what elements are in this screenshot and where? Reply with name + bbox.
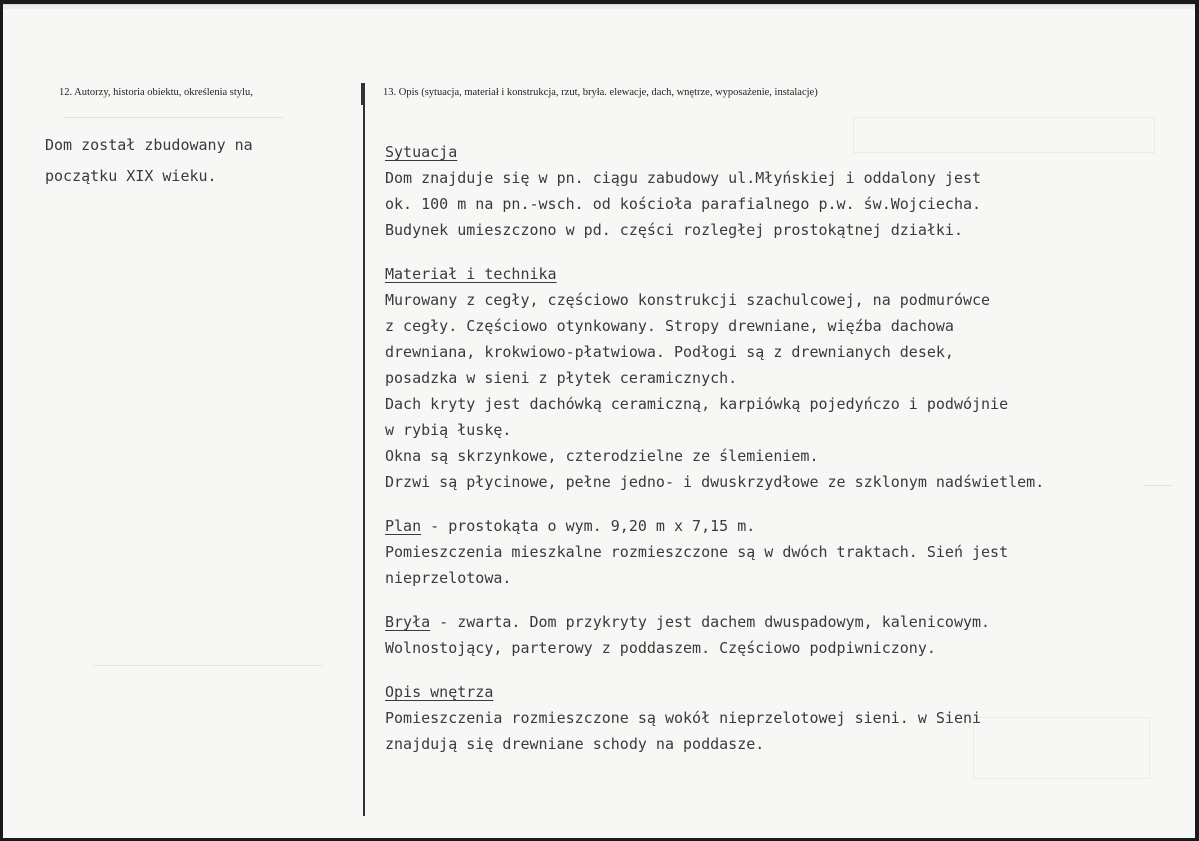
column-divider — [363, 83, 365, 816]
text-line: początku XIX wieku. — [45, 167, 217, 185]
column-divider-top — [361, 83, 365, 105]
section-opis-wnetrza — [385, 679, 1175, 757]
text-line: Pomieszczenia rozmieszczone są wokół nieprzelotowej sieni. w Sieni — [385, 709, 982, 727]
show-through-line — [93, 665, 323, 666]
text-line: Budynek umieszczono w pd. części rozległej prostokątnej działki. — [385, 221, 963, 239]
text-line: Murowany z cegły, częściowo konstrukcji szachulcowej, na podmurówce — [385, 291, 991, 309]
section-sytuacja — [385, 139, 1175, 243]
section-12-header: 12. Autorzy, historia obiektu, określenia stylu, — [59, 87, 253, 98]
section-material — [385, 261, 1175, 495]
text-line: znajdują się drewniane schody na poddasze. — [385, 735, 765, 753]
authors-history-text — [45, 130, 253, 192]
heading-line — [385, 513, 1175, 539]
text-line: Dach kryty jest dachówką ceramiczną, karpiówką pojedyńczo i podwójnie — [385, 395, 1009, 413]
text-line: posadzka w sieni z płytek ceramicznych. — [385, 369, 738, 387]
text-line: Pomieszczenia mieszkalne rozmieszczone są w dwóch traktach. Sień jest — [385, 543, 1009, 561]
section-bryla — [385, 609, 1175, 661]
show-through-line — [63, 117, 283, 118]
section-heading: Plan — [385, 517, 422, 535]
text-line: drewniana, krokwiowo-płatwiowa. Podłogi są z drewnianych desek, — [385, 343, 954, 361]
section-heading: Opis wnętrza — [385, 683, 494, 701]
text-line: Wolnostojący, parterowy z poddaszem. Częściowo podpiwniczony. — [385, 639, 936, 657]
section-heading: Bryła — [385, 613, 431, 631]
heading-line — [385, 609, 1175, 635]
heading-rest: - zwarta. Dom przykryty jest dachem dwuspadowym, kalenicowym. — [430, 613, 991, 631]
text-line: nieprzelotowa. — [385, 569, 512, 587]
text-line: z cegły. Częściowo otynkowany. Stropy drewniane, więźba dachowa — [385, 317, 954, 335]
text-line: Dom znajduje się w pn. ciągu zabudowy ul.Młyńskiej i oddalony jest — [385, 169, 982, 187]
section-plan — [385, 513, 1175, 591]
text-line: Okna są skrzynkowe, czterodzielne ze ślemieniem. — [385, 447, 819, 465]
heading-rest: - prostokąta o wym. 9,20 m x 7,15 m. — [421, 517, 756, 535]
text-line: w rybią łuskę. — [385, 421, 512, 439]
section-13-header: 13. Opis (sytuacja, materiał i konstrukcja, rzut, bryła. elewacje, dach, wnętrze, wyposażenie, instalacje) — [383, 87, 818, 98]
section-heading: Materiał i technika — [385, 265, 557, 283]
text-line: Dom został zbudowany na — [45, 136, 253, 154]
text-line: ok. 100 m na pn.-wsch. od kościoła parafialnego p.w. św.Wojciecha. — [385, 195, 982, 213]
description-text — [385, 139, 1175, 775]
text-line: Drzwi są płycinowe, pełne jedno- i dwuskrzydłowe ze szklonym nadświetlem. — [385, 473, 1045, 491]
document-page — [3, 4, 1195, 838]
section-heading: Sytuacja — [385, 143, 458, 161]
